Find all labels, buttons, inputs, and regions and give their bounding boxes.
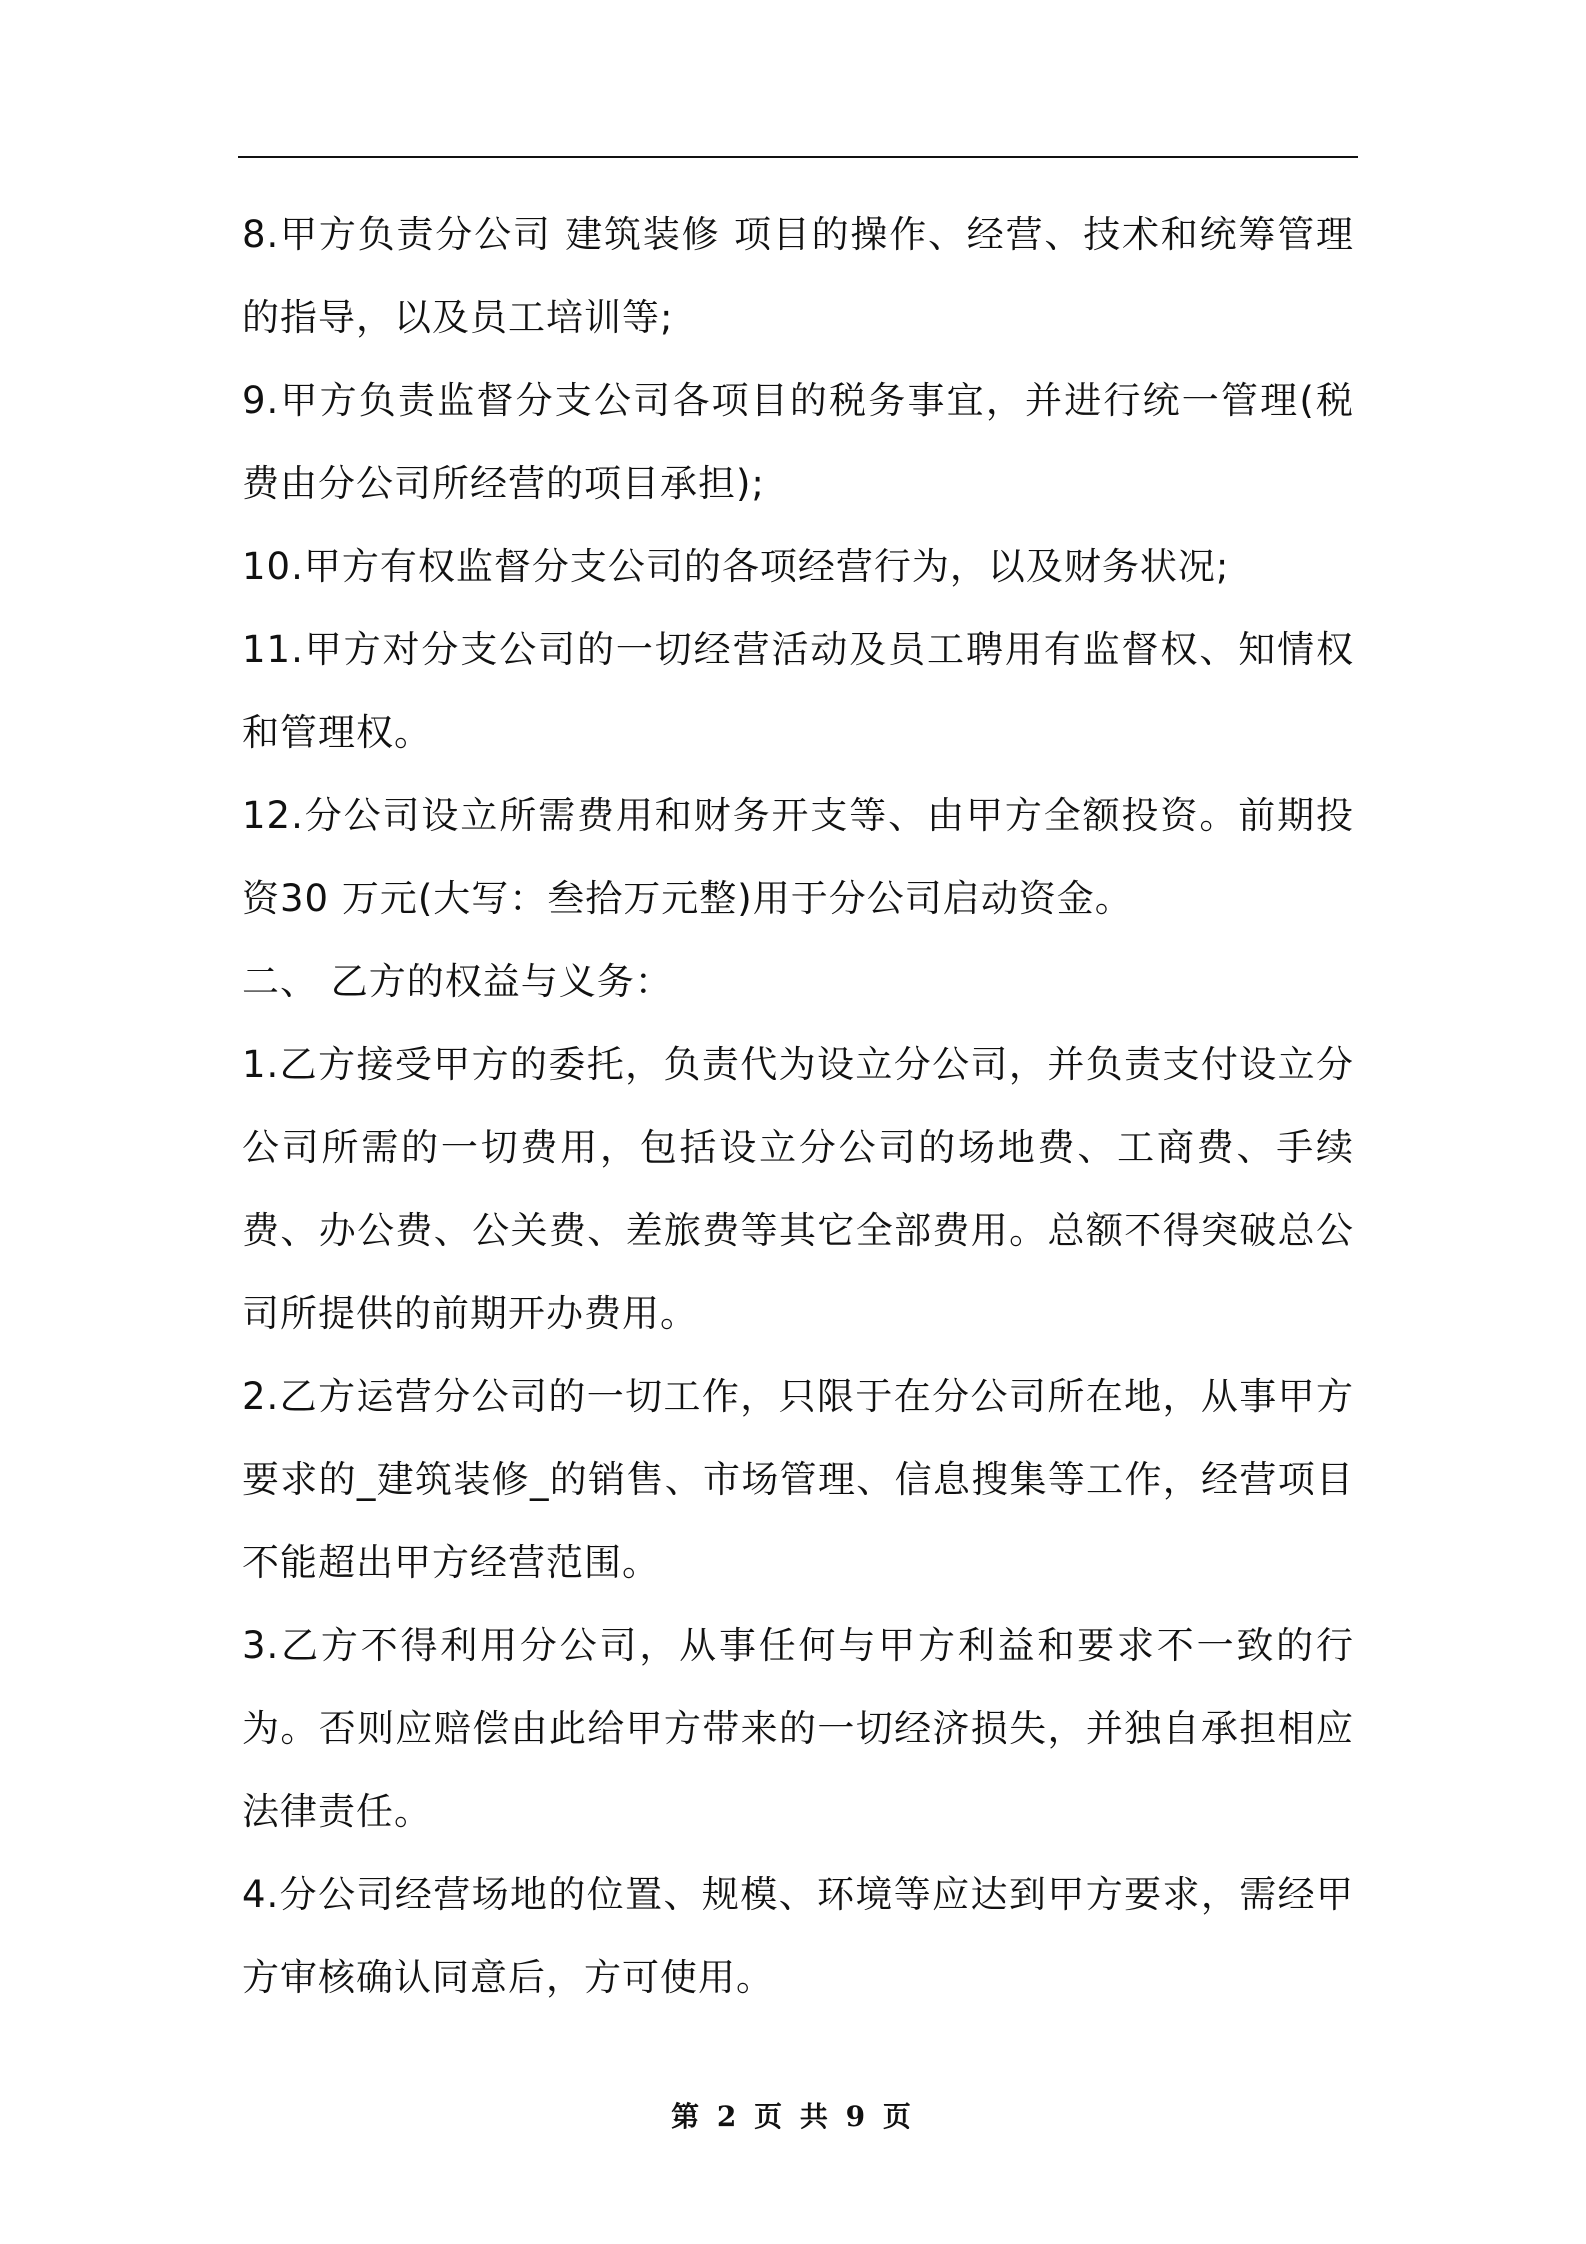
- party-b-clause-4: 4.分公司经营场地的位置、规模、环境等应达到甲方要求，需经甲方审核确认同意后，方可使用。: [242, 1873, 1354, 1999]
- clause-9: 9.甲方负责监督分支公司各项目的税务事宜，并进行统一管理(税费由分公司所经营的项目承担);: [242, 379, 1354, 505]
- party-b-clause-2: 2.乙方运营分公司的一切工作，只限于在分公司所在地，从事甲方要求的_建筑装修_的销售、市场管理、信息搜集等工作，经营项目不能超出甲方经营范围。: [242, 1375, 1354, 1584]
- document-body: [242, 193, 1354, 2019]
- clause-12: 12.分公司设立所需费用和财务开支等、由甲方全额投资。前期投资30 万元(大写：叁拾万元整)用于分公司启动资金。: [242, 794, 1354, 920]
- party-b-clause-3: 3.乙方不得利用分公司，从事任何与甲方利益和要求不一致的行为。否则应赔偿由此给甲方带来的一切经济损失，并独自承担相应法律责任。: [242, 1624, 1354, 1833]
- party-b-clause-1: 1.乙方接受甲方的委托，负责代为设立分公司，并负责支付设立分公司所需的一切费用，包括设立分公司的场地费、工商费、手续费、办公费、公关费、差旅费等其它全部费用。总额不得突破总公司所提供的前期开办费用。: [242, 1043, 1354, 1335]
- header-rule: [238, 156, 1358, 158]
- page-number: 第 2 页 共 9 页: [671, 2100, 915, 2133]
- clause-11: 11.甲方对分支公司的一切经营活动及员工聘用有监督权、知情权和管理权。: [242, 628, 1354, 754]
- clause-8: 8.甲方负责分公司 建筑装修 项目的操作、经营、技术和统筹管理的指导，以及员工培训等;: [242, 213, 1354, 339]
- clause-10: 10.甲方有权监督分支公司的各项经营行为，以及财务状况;: [242, 545, 1230, 588]
- section-heading-party-b: 二、 乙方的权益与义务：: [242, 960, 673, 1003]
